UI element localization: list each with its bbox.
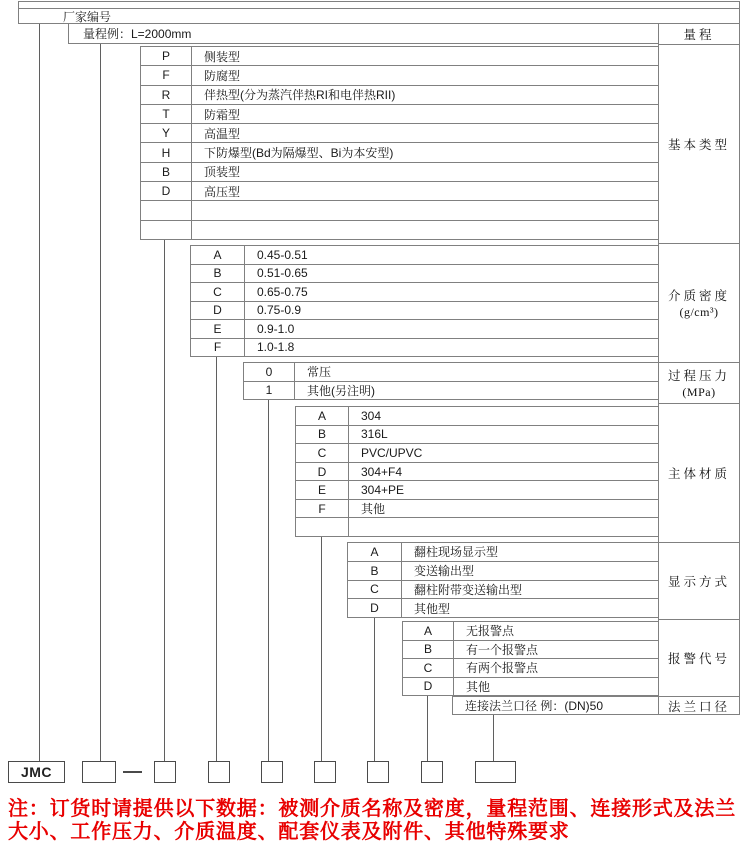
code-cell: D [296, 463, 349, 481]
code-cell: Y [141, 124, 192, 142]
connector-line-density [216, 357, 217, 761]
table-row [141, 123, 658, 142]
pressure-code-box [261, 761, 283, 783]
side-label-material: 主体材质 [659, 404, 739, 543]
table-row [141, 181, 658, 200]
desc-cell: 304+PE [361, 483, 405, 498]
code-cell: R [141, 86, 192, 104]
density-code-box [208, 761, 230, 783]
manufacturer-number-label: 厂家编号 [63, 9, 112, 24]
display-code-box [367, 761, 389, 783]
connector-line-basic-type [164, 240, 165, 761]
side-label-basic-type: 基本类型 [659, 45, 739, 244]
desc-cell: 常压 [307, 365, 332, 380]
desc-cell: 其他型 [414, 601, 451, 616]
table-row [141, 85, 658, 104]
table-row [191, 282, 658, 301]
table-row [348, 543, 658, 561]
desc-cell: 防腐型 [204, 68, 241, 83]
code-cell: D [191, 302, 245, 320]
table-row [244, 363, 658, 381]
desc-cell: PVC/UPVC [361, 445, 423, 460]
range-code-box [82, 761, 116, 783]
code-cell: D [141, 182, 192, 200]
desc-cell: 防霜型 [204, 107, 241, 122]
code-cell: F [191, 339, 245, 357]
connector-line-flange [493, 715, 494, 761]
code-cell: E [296, 481, 349, 499]
connector-line-manufacturer [39, 24, 40, 761]
desc-cell: 伴热型(分为蒸汽伴热RI和电伴热RII) [204, 88, 396, 103]
table-row [348, 561, 658, 580]
code-separator-dash [123, 771, 142, 773]
desc-cell: 有两个报警点 [466, 661, 539, 676]
code-cell: A [403, 622, 454, 640]
table-row [191, 264, 658, 283]
side-label-range: 量程 [659, 24, 739, 45]
code-cell: C [403, 659, 454, 677]
model-code-prefix-box [8, 761, 65, 783]
table-row [296, 480, 658, 499]
code-cell: A [348, 543, 402, 561]
table-row [141, 104, 658, 123]
table-row [191, 246, 658, 264]
desc-cell: 下防爆型(Bd为隔爆型、Bi为本安型) [204, 146, 394, 161]
code-cell: F [296, 500, 349, 518]
table-row [453, 697, 658, 714]
desc-cell: 316L [361, 427, 388, 442]
table-row [403, 658, 658, 677]
code-cell: F [141, 66, 192, 84]
table-row [191, 301, 658, 320]
code-cell: 0 [244, 363, 295, 381]
desc-cell [349, 518, 658, 536]
side-label-density: 介质密度 (g/cm³) [659, 244, 739, 363]
code-cell: T [141, 105, 192, 123]
desc-cell: 顶装型 [204, 165, 241, 180]
connector-line-material [321, 537, 322, 761]
manufacturer-number-box [18, 8, 740, 24]
desc-cell: 侧装型 [204, 49, 241, 64]
code-cell: D [348, 599, 402, 617]
desc-cell [192, 221, 658, 239]
code-cell: 1 [244, 382, 295, 400]
table-row [191, 338, 658, 357]
code-cell [141, 201, 192, 219]
table-row [403, 677, 658, 696]
table-row [191, 319, 658, 338]
side-label-flange: 法兰口径 [667, 700, 730, 714]
desc-cell: 其他(另注明) [307, 383, 375, 398]
table-row [403, 622, 658, 640]
code-cell: B [403, 641, 454, 659]
desc-cell: 304+F4 [361, 464, 403, 479]
display-mode-table [347, 542, 659, 618]
code-cell: C [296, 444, 349, 462]
table-row [296, 517, 658, 536]
desc-cell: 其他 [361, 502, 386, 517]
side-label-pressure: 过程压力 (MPa) [659, 363, 739, 404]
desc-cell: 变送输出型 [414, 564, 475, 579]
code-cell: H [141, 143, 192, 161]
desc-cell: 304 [361, 408, 382, 423]
code-cell: C [191, 283, 245, 301]
code-cell: E [191, 320, 245, 338]
table-row [403, 640, 658, 659]
desc-cell [192, 201, 658, 219]
table-row [296, 499, 658, 518]
table-row [141, 200, 658, 219]
flange-code-box [475, 761, 516, 783]
alarm-code-box [421, 761, 443, 783]
desc-cell: 高温型 [204, 126, 241, 141]
table-row [141, 220, 658, 239]
code-cell: B [141, 163, 192, 181]
alarm-code-table [402, 621, 659, 696]
ordering-note-line1: 注：订货时请提供以下数据：被测介质名称及密度，量程范围、连接形式及法兰 [8, 798, 736, 820]
range-example-box [68, 23, 659, 44]
desc-cell: 翻柱附带变送输出型 [414, 582, 523, 597]
desc-cell: 1.0-1.8 [257, 340, 295, 355]
table-row [296, 462, 658, 481]
desc-cell: 0.51-0.65 [257, 266, 308, 281]
code-cell: B [191, 265, 245, 283]
side-label-alarm: 报警代号 [659, 620, 739, 697]
table-row [348, 580, 658, 599]
code-cell [141, 221, 192, 239]
flange-size-row [452, 696, 659, 715]
code-cell: B [296, 426, 349, 444]
table-row [296, 443, 658, 462]
desc-cell: 0.75-0.9 [257, 303, 302, 318]
ordering-note-line2: 大小、工作压力、介质温度、配套仪表及附件、其他特殊要求 [8, 821, 570, 843]
connector-line-display [374, 618, 375, 761]
basic-type-table [140, 46, 659, 240]
desc-cell: 翻柱现场显示型 [414, 545, 499, 560]
desc-cell: 0.9-1.0 [257, 321, 295, 336]
code-cell [296, 518, 349, 536]
table-row [348, 598, 658, 617]
basic-type-code-box [154, 761, 176, 783]
desc-cell: 无报警点 [466, 624, 515, 639]
connector-line-range [100, 44, 101, 761]
table-row [141, 142, 658, 161]
range-example-text: 量程例：L=2000mm [83, 27, 192, 41]
material-code-box [314, 761, 336, 783]
desc-cell: 有一个报警点 [466, 642, 539, 657]
desc-cell: 其他 [466, 679, 491, 694]
desc-cell: 连接法兰口径 例：(DN)50 [465, 699, 604, 713]
connector-line-alarm [427, 696, 428, 761]
side-label-display: 显示方式 [659, 543, 739, 620]
desc-cell: 0.65-0.75 [257, 284, 308, 299]
table-row [296, 407, 658, 425]
code-cell: A [296, 407, 349, 425]
code-cell: B [348, 562, 402, 580]
desc-cell: 0.45-0.51 [257, 247, 308, 262]
density-table [190, 245, 659, 357]
desc-cell: 高压型 [204, 184, 241, 199]
table-row [141, 65, 658, 84]
connector-line-pressure [268, 400, 269, 761]
model-code-prefix: JMC [20, 764, 53, 780]
table-row [244, 381, 658, 400]
code-cell: P [141, 47, 192, 65]
code-cell: D [403, 678, 454, 696]
side-label-column [658, 23, 740, 715]
table-row [141, 162, 658, 181]
material-table [295, 406, 659, 537]
table-row [141, 47, 658, 65]
code-cell: C [348, 581, 402, 599]
pressure-table [243, 362, 659, 400]
code-cell: A [191, 246, 245, 264]
table-row [296, 425, 658, 444]
ordering-note [8, 798, 748, 844]
